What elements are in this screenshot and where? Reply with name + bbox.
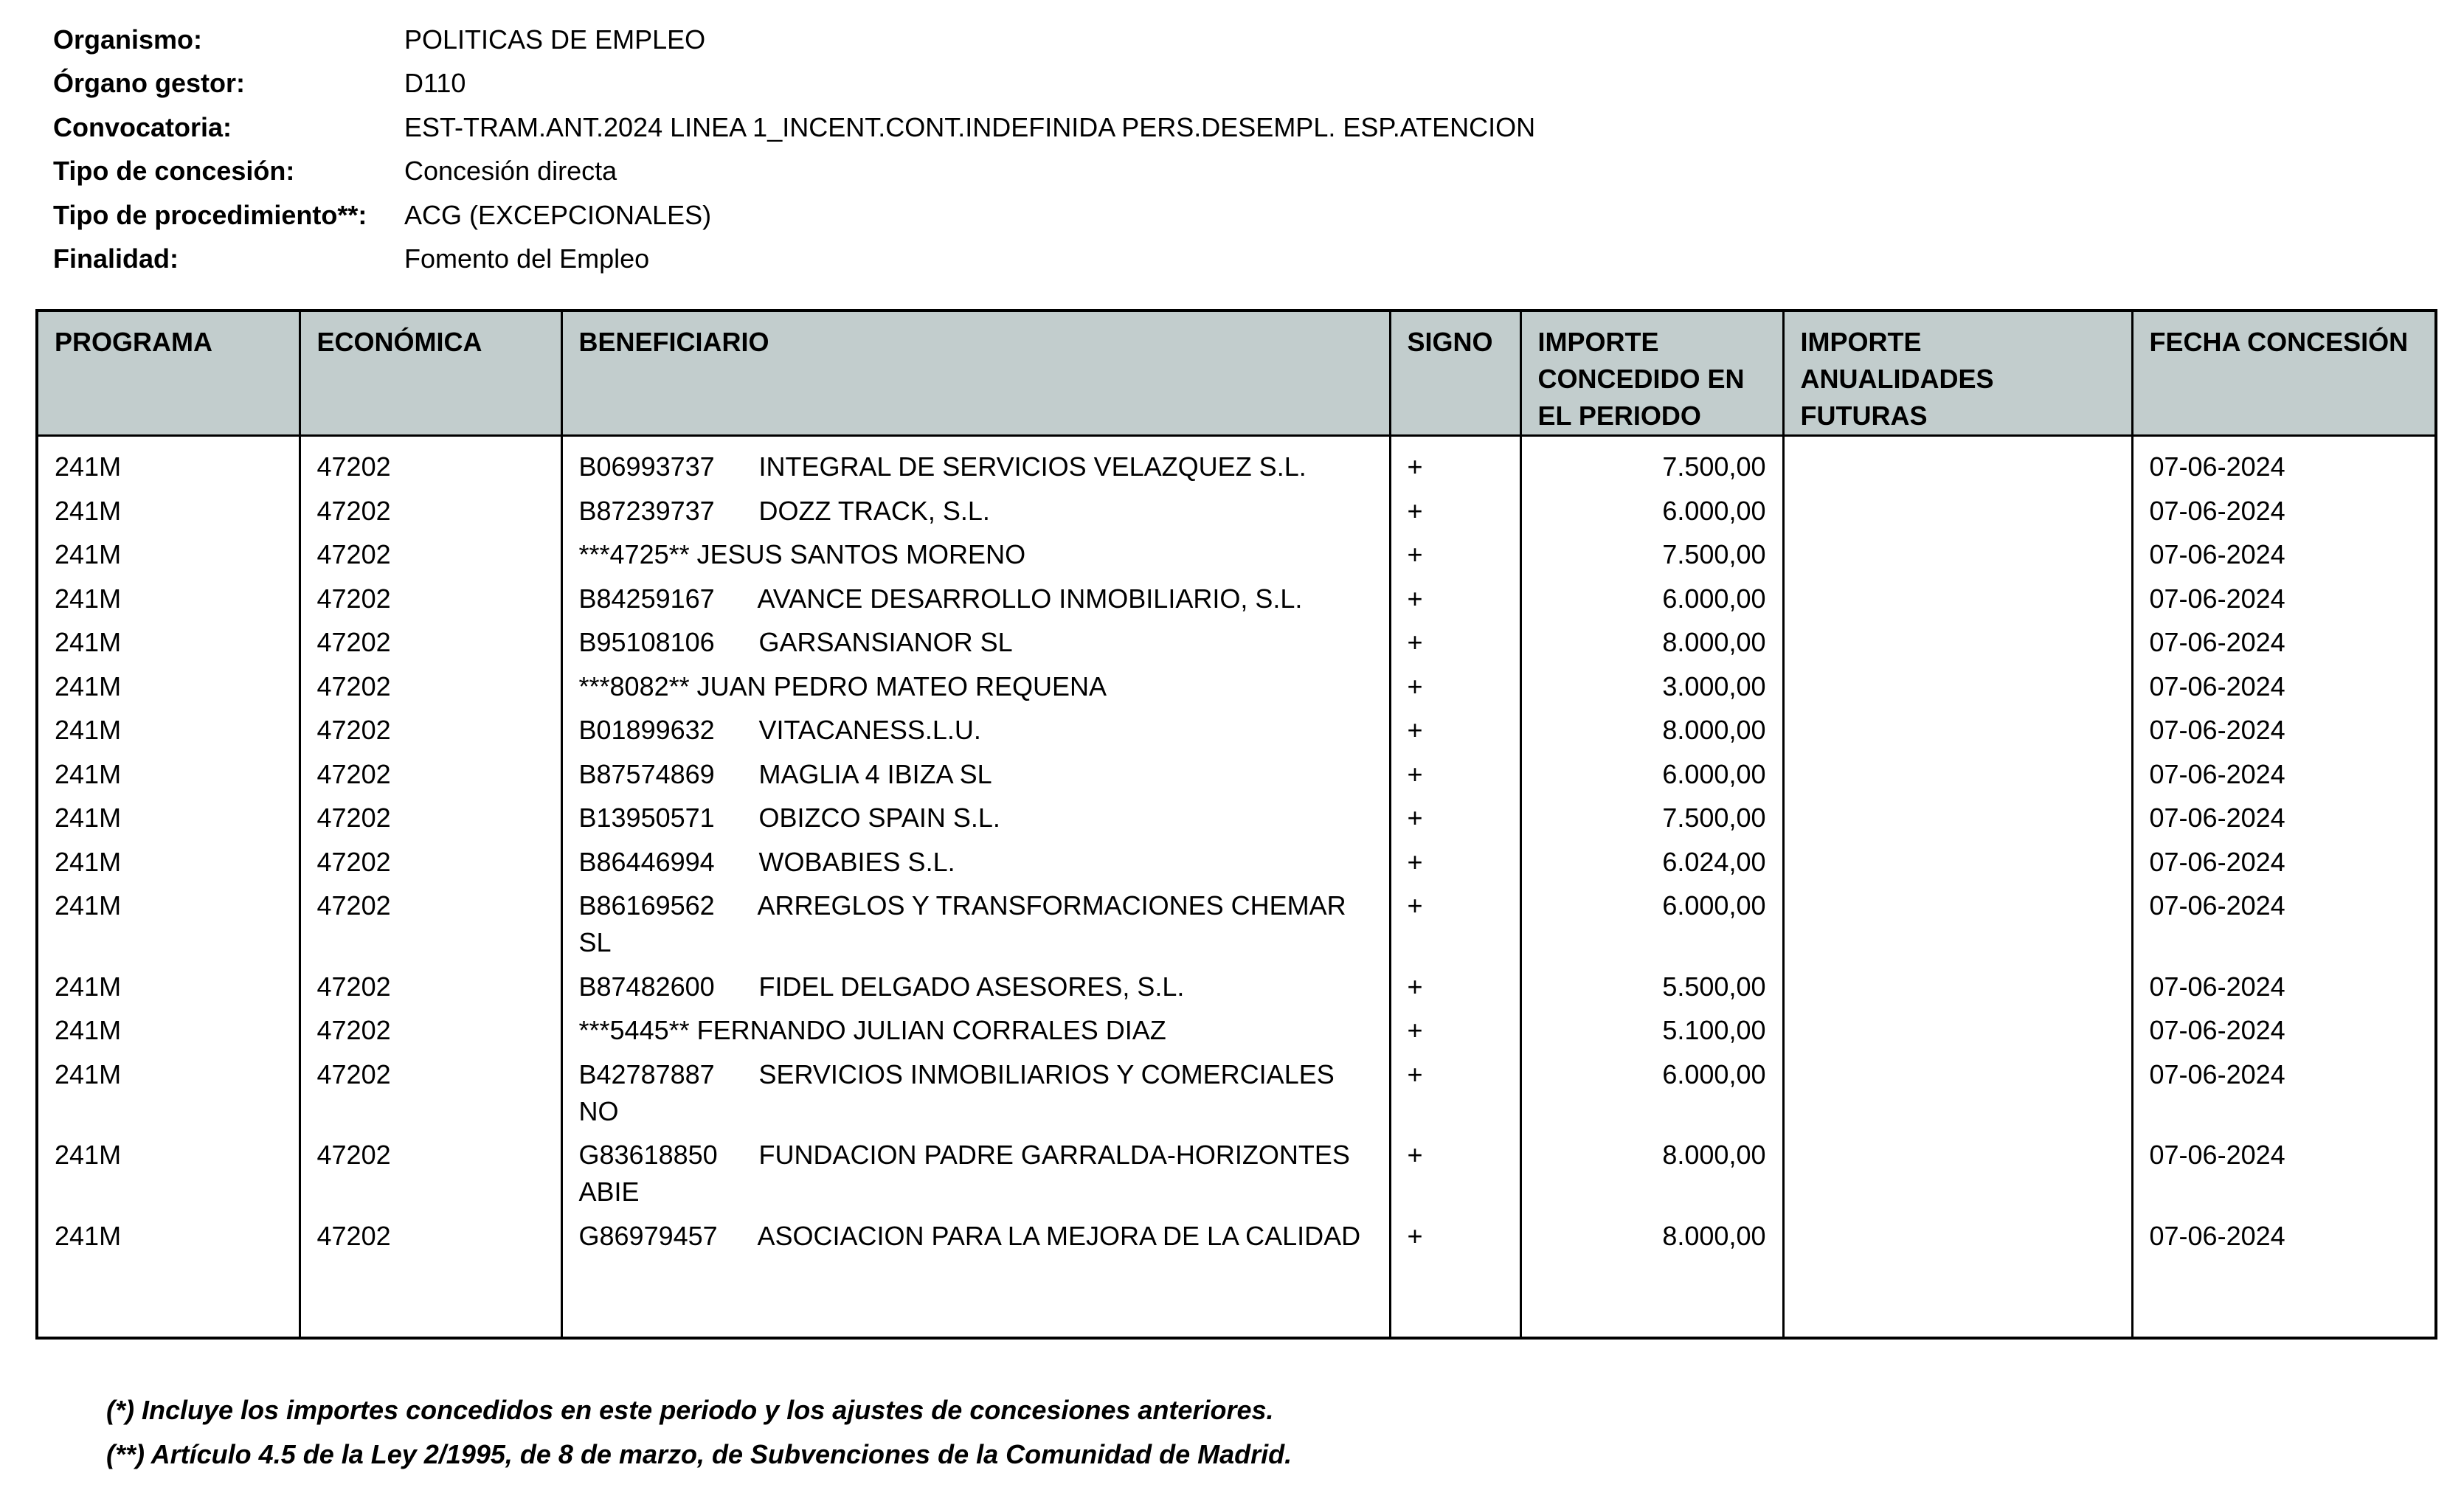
cell-programa: 241M (37, 668, 300, 713)
table-row (37, 668, 2436, 713)
cell-signo: + (1390, 624, 1520, 668)
beneficiario-nombre: FUNDACION PADRE GARRALDA-HORIZONTES ABIE (578, 1140, 1350, 1207)
cell-beneficiario (561, 493, 1390, 537)
cell-importe: 6.000,00 (1520, 1056, 1783, 1137)
beneficiario-nombre: JESUS SANTOS MORENO (696, 539, 1026, 569)
cell-futuras (1783, 887, 2132, 968)
col-header-importe-futuras: IMPORTE ANUALIDADES FUTURAS (1783, 311, 2132, 436)
cell-futuras (1783, 581, 2132, 625)
cell-economica: 47202 (300, 536, 561, 581)
cell-beneficiario (561, 1056, 1390, 1137)
cell-beneficiario (561, 624, 1390, 668)
cell-economica: 47202 (300, 493, 561, 537)
cell-futuras (1783, 968, 2132, 1013)
cell-economica: 47202 (300, 844, 561, 888)
finalidad-row (53, 238, 1535, 282)
beneficiario-nif: ***4725** (578, 539, 690, 569)
cell-fecha: 07-06-2024 (2132, 968, 2436, 1013)
cell-fecha: 07-06-2024 (2132, 1012, 2436, 1056)
beneficiario-nif: B86169562 (578, 890, 715, 921)
beneficiario-nif: ***8082** (578, 670, 690, 701)
cell-beneficiario (561, 668, 1390, 713)
beneficiario-nombre: FIDEL DELGADO ASESORES, S.L. (758, 971, 1185, 1002)
cell-beneficiario (561, 581, 1390, 625)
cell-programa: 241M (37, 1137, 300, 1218)
beneficiario-nif: B87239737 (578, 495, 715, 526)
footnotes (106, 1388, 1292, 1477)
tipo-procedimiento-label: Tipo de procedimiento**: (53, 199, 367, 230)
cell-programa: 241M (37, 1056, 300, 1137)
cell-fecha: 07-06-2024 (2132, 1056, 2436, 1137)
cell-futuras (1783, 624, 2132, 668)
cell-importe: 8.000,00 (1520, 1218, 1783, 1339)
table-row (37, 493, 2436, 537)
cell-economica: 47202 (300, 756, 561, 800)
beneficiario-nif: B95108106 (578, 627, 715, 657)
beneficiario-nombre: AVANCE DESARROLLO INMOBILIARIO, S.L. (757, 583, 1303, 614)
table-row (37, 756, 2436, 800)
cell-fecha: 07-06-2024 (2132, 756, 2436, 800)
cell-signo: + (1390, 581, 1520, 625)
beneficiario-nombre: ARREGLOS Y TRANSFORMACIONES CHEMAR SL (578, 890, 1346, 957)
beneficiario-nombre: MAGLIA 4 IBIZA SL (758, 758, 992, 789)
cell-programa: 241M (37, 1218, 300, 1339)
convocatoria-value: EST-TRAM.ANT.2024 LINEA 1_INCENT.CONT.INDEFINIDA PERS.DESEMPL. ESP.ATENCION (404, 111, 1536, 142)
table-row (37, 581, 2436, 625)
cell-fecha: 07-06-2024 (2132, 1137, 2436, 1218)
beneficiario-nombre: SERVICIOS INMOBILIARIOS Y COMERCIALES NO (578, 1058, 1335, 1126)
cell-signo: + (1390, 756, 1520, 800)
cell-economica: 47202 (300, 436, 561, 493)
col-header-importe-periodo: IMPORTE CONCEDIDO EN EL PERIODO (1520, 311, 1783, 436)
cell-fecha: 07-06-2024 (2132, 887, 2436, 968)
cell-signo: + (1390, 668, 1520, 713)
finalidad-value: Fomento del Empleo (404, 243, 650, 274)
cell-programa: 241M (37, 493, 300, 537)
col-header-signo: SIGNO (1390, 311, 1520, 436)
cell-beneficiario (561, 1137, 1390, 1218)
cell-futuras (1783, 436, 2132, 493)
table-row (37, 1056, 2436, 1137)
organo-row (53, 62, 1535, 106)
cell-programa: 241M (37, 844, 300, 888)
beneficiario-nombre: JUAN PEDRO MATEO REQUENA (696, 670, 1107, 701)
cell-futuras (1783, 1137, 2132, 1218)
cell-programa: 241M (37, 968, 300, 1013)
cell-programa: 241M (37, 581, 300, 625)
cell-futuras (1783, 844, 2132, 888)
organo-label: Órgano gestor: (53, 68, 246, 99)
cell-economica: 47202 (300, 624, 561, 668)
col-header-economica: ECONÓMICA (300, 311, 561, 436)
table-header-row (37, 311, 2436, 436)
cell-signo: + (1390, 536, 1520, 581)
organo-value: D110 (404, 68, 466, 99)
cell-futuras (1783, 1056, 2132, 1137)
beneficiario-nif: B87482600 (578, 971, 715, 1002)
cell-importe: 8.000,00 (1520, 712, 1783, 756)
cell-signo: + (1390, 436, 1520, 493)
beneficiario-nif: ***5445** (578, 1015, 690, 1045)
cell-economica: 47202 (300, 1056, 561, 1137)
cell-signo: + (1390, 1218, 1520, 1339)
table-row (37, 1012, 2436, 1056)
cell-importe: 6.000,00 (1520, 493, 1783, 537)
cell-signo: + (1390, 1056, 1520, 1137)
convocatoria-row (53, 105, 1535, 150)
table-row (37, 968, 2436, 1013)
cell-programa: 241M (37, 536, 300, 581)
beneficiario-nif: B01899632 (578, 715, 715, 745)
cell-programa: 241M (37, 800, 300, 844)
beneficiario-nombre: FERNANDO JULIAN CORRALES DIAZ (696, 1015, 1166, 1045)
table-row (37, 436, 2436, 493)
beneficiario-nif: B42787887 (578, 1058, 715, 1089)
cell-signo: + (1390, 1137, 1520, 1218)
col-header-fecha: FECHA CONCESIÓN (2132, 311, 2436, 436)
cell-futuras (1783, 668, 2132, 713)
col-header-programa: PROGRAMA (37, 311, 300, 436)
cell-fecha: 07-06-2024 (2132, 800, 2436, 844)
cell-economica: 47202 (300, 712, 561, 756)
cell-futuras (1783, 756, 2132, 800)
cell-beneficiario (561, 844, 1390, 888)
beneficiario-nombre: INTEGRAL DE SERVICIOS VELAZQUEZ S.L. (758, 451, 1307, 482)
cell-fecha: 07-06-2024 (2132, 1218, 2436, 1339)
table-row (37, 1218, 2436, 1339)
beneficiario-nif: B86446994 (578, 846, 715, 877)
organismo-row (53, 18, 1535, 62)
cell-beneficiario (561, 436, 1390, 493)
organismo-value: POLITICAS DE EMPLEO (404, 24, 706, 55)
cell-signo: + (1390, 800, 1520, 844)
cell-futuras (1783, 1012, 2132, 1056)
table-row (37, 1137, 2436, 1218)
cell-beneficiario (561, 1012, 1390, 1056)
table-row (37, 887, 2436, 968)
cell-fecha: 07-06-2024 (2132, 712, 2436, 756)
organismo-label: Organismo: (53, 24, 203, 55)
footnote-1: (*) Incluye los importes concedidos en este periodo y los ajustes de concesiones anteriores. (106, 1395, 1274, 1425)
beneficiario-nombre: WOBABIES S.L. (758, 846, 955, 877)
cell-importe: 6.000,00 (1520, 756, 1783, 800)
cell-importe: 8.000,00 (1520, 624, 1783, 668)
cell-programa: 241M (37, 436, 300, 493)
cell-economica: 47202 (300, 968, 561, 1013)
beneficiario-nif: G86979457 (578, 1220, 718, 1251)
cell-programa: 241M (37, 624, 300, 668)
cell-economica: 47202 (300, 668, 561, 713)
table-row (37, 712, 2436, 756)
cell-signo: + (1390, 712, 1520, 756)
cell-fecha: 07-06-2024 (2132, 844, 2436, 888)
cell-economica: 47202 (300, 581, 561, 625)
cell-importe: 5.100,00 (1520, 1012, 1783, 1056)
cell-importe: 7.500,00 (1520, 800, 1783, 844)
cell-beneficiario (561, 800, 1390, 844)
cell-fecha: 07-06-2024 (2132, 581, 2436, 625)
cell-fecha: 07-06-2024 (2132, 536, 2436, 581)
cell-futuras (1783, 1218, 2132, 1339)
cell-beneficiario (561, 887, 1390, 968)
cell-importe: 6.000,00 (1520, 887, 1783, 968)
table-row (37, 800, 2436, 844)
cell-fecha: 07-06-2024 (2132, 436, 2436, 493)
beneficiario-nif: B06993737 (578, 451, 715, 482)
cell-fecha: 07-06-2024 (2132, 624, 2436, 668)
col-header-beneficiario: BENEFICIARIO (561, 311, 1390, 436)
table-row (37, 536, 2436, 581)
beneficiario-nombre: DOZZ TRACK, S.L. (758, 495, 990, 526)
beneficiario-nombre: GARSANSIANOR SL (758, 627, 1013, 657)
convocatoria-label: Convocatoria: (53, 111, 232, 142)
finalidad-label: Finalidad: (53, 243, 179, 274)
footnote-2: (**) Artículo 4.5 de la Ley 2/1995, de 8 de marzo, de Subvenciones de la Comunidad de Madrid. (106, 1439, 1292, 1469)
cell-importe: 3.000,00 (1520, 668, 1783, 713)
cell-beneficiario (561, 968, 1390, 1013)
cell-importe: 7.500,00 (1520, 536, 1783, 581)
cell-fecha: 07-06-2024 (2132, 668, 2436, 713)
document-header (53, 18, 1535, 281)
table-row (37, 624, 2436, 668)
tipo-procedimiento-row (53, 193, 1535, 238)
grants-table (35, 309, 2437, 1340)
cell-programa: 241M (37, 756, 300, 800)
cell-importe: 8.000,00 (1520, 1137, 1783, 1218)
beneficiario-nif: G83618850 (578, 1140, 718, 1170)
cell-futuras (1783, 800, 2132, 844)
cell-economica: 47202 (300, 1218, 561, 1339)
cell-economica: 47202 (300, 1012, 561, 1056)
cell-beneficiario (561, 1218, 1390, 1339)
tipo-concesion-label: Tipo de concesión: (53, 156, 295, 187)
cell-importe: 7.500,00 (1520, 436, 1783, 493)
cell-programa: 241M (37, 712, 300, 756)
tipo-procedimiento-value: ACG (EXCEPCIONALES) (404, 199, 712, 230)
cell-signo: + (1390, 968, 1520, 1013)
cell-beneficiario (561, 712, 1390, 756)
cell-importe: 5.500,00 (1520, 968, 1783, 1013)
table-row (37, 844, 2436, 888)
beneficiario-nif: B13950571 (578, 803, 715, 833)
cell-futuras (1783, 712, 2132, 756)
beneficiario-nombre: ASOCIACION PARA LA MEJORA DE LA CALIDAD (757, 1220, 1361, 1251)
beneficiario-nif: B84259167 (578, 583, 715, 614)
tipo-concesion-row (53, 150, 1535, 194)
beneficiario-nombre: VITACANESS.L.U. (758, 715, 981, 745)
cell-signo: + (1390, 1012, 1520, 1056)
tipo-concesion-value: Concesión directa (404, 156, 617, 187)
cell-signo: + (1390, 887, 1520, 968)
cell-importe: 6.000,00 (1520, 581, 1783, 625)
cell-importe: 6.024,00 (1520, 844, 1783, 888)
cell-signo: + (1390, 844, 1520, 888)
cell-beneficiario (561, 536, 1390, 581)
cell-futuras (1783, 536, 2132, 581)
cell-economica: 47202 (300, 1137, 561, 1218)
cell-programa: 241M (37, 887, 300, 968)
cell-economica: 47202 (300, 800, 561, 844)
beneficiario-nombre: OBIZCO SPAIN S.L. (758, 803, 1000, 833)
cell-programa: 241M (37, 1012, 300, 1056)
cell-beneficiario (561, 756, 1390, 800)
beneficiario-nif: B87574869 (578, 758, 715, 789)
cell-futuras (1783, 493, 2132, 537)
cell-economica: 47202 (300, 887, 561, 968)
cell-fecha: 07-06-2024 (2132, 493, 2436, 537)
cell-signo: + (1390, 493, 1520, 537)
